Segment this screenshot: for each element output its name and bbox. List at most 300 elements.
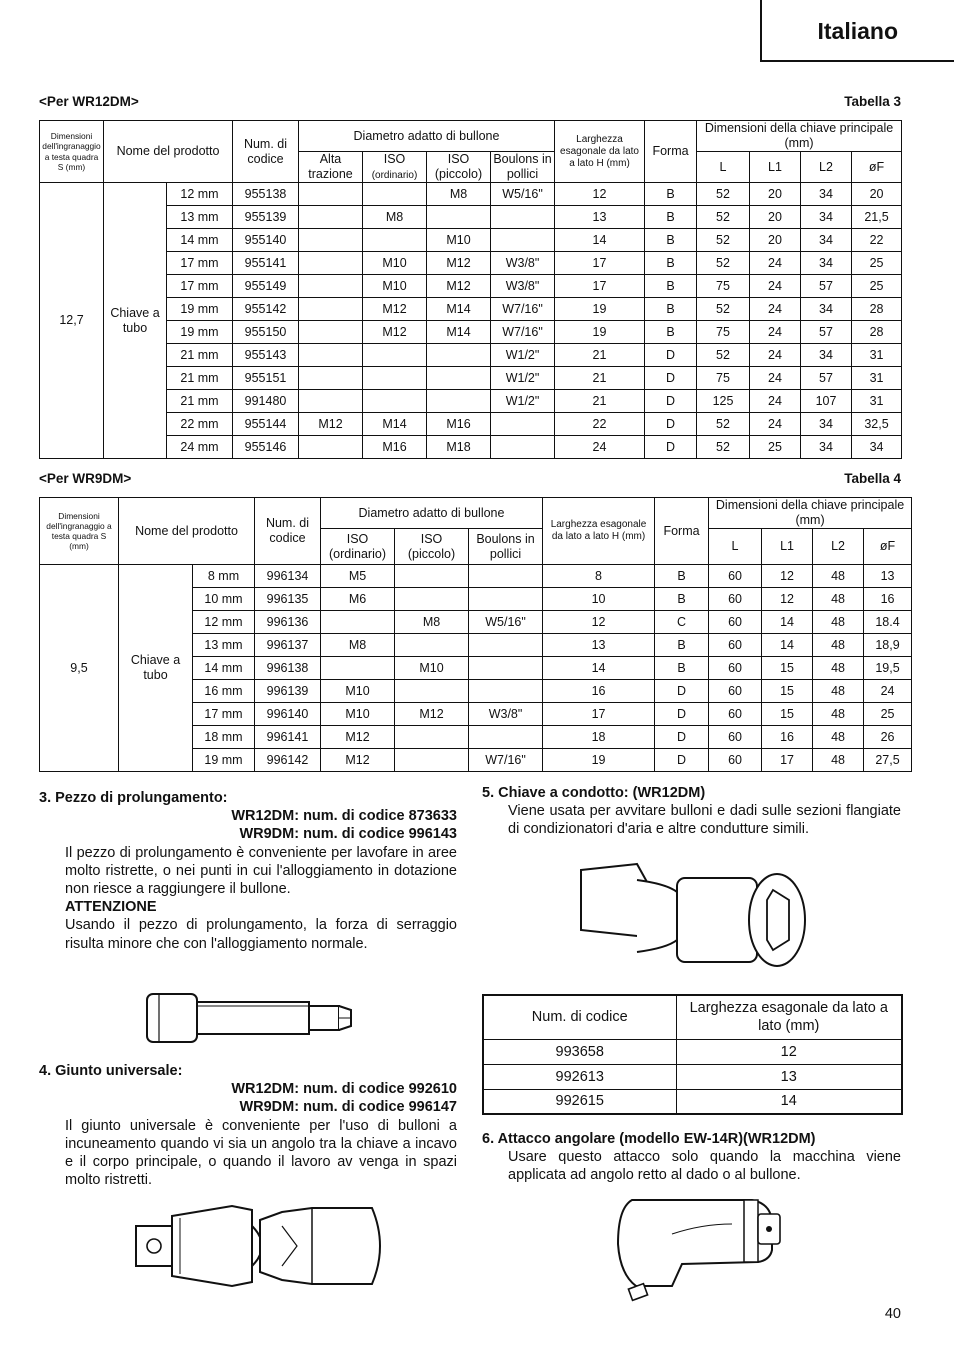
cell-iso-small: M12: [395, 703, 469, 726]
cell-L: 60: [709, 726, 762, 749]
cell-L: 52: [697, 298, 750, 321]
cell-hex-width: 19: [555, 321, 645, 344]
cell-hex-width: 21: [555, 390, 645, 413]
cell-size: 19 mm: [167, 298, 233, 321]
language-tab: [760, 0, 954, 62]
cell-L: 75: [697, 367, 750, 390]
cell-iso-small: M12: [427, 275, 491, 298]
cell-inch-bolt: W1/2": [491, 367, 555, 390]
cell-inch-bolt: W7/16": [469, 749, 543, 772]
cell-size: 12 mm: [193, 611, 255, 634]
cell-hex-width: 14: [543, 657, 655, 680]
cell-iso-small: [395, 634, 469, 657]
cell-iso-ordinary: M12: [321, 749, 395, 772]
cell-code: 955146: [233, 436, 299, 459]
cell-F: 13: [864, 565, 912, 588]
cell-L2: 48: [813, 588, 864, 611]
header-bolt-diameter: Diametro adatto di bullone: [321, 498, 543, 529]
cell-inch-bolt: [491, 229, 555, 252]
cell-inch-bolt: [469, 634, 543, 657]
cell-iso-ordinary: M10: [321, 703, 395, 726]
cell-L: 60: [709, 611, 762, 634]
section3-caution-label: ATTENZIONE: [65, 899, 157, 916]
cell-L2: 48: [813, 680, 864, 703]
table-row: [40, 436, 902, 459]
cell-iso-ordinary: M10: [321, 680, 395, 703]
cell-code: 996140: [255, 703, 321, 726]
cell-shape: B: [645, 183, 697, 206]
cell-L1: 17: [762, 749, 813, 772]
cell-F: 18,9: [864, 634, 912, 657]
cell-code: 955142: [233, 298, 299, 321]
cell-code: 955140: [233, 229, 299, 252]
cell-L2: 34: [801, 183, 852, 206]
section3-heading: 3. Pezzo di prolungamento:: [39, 790, 228, 806]
cell-F: 28: [852, 298, 902, 321]
cell-F: 32,5: [852, 413, 902, 436]
cell-hex-width: 16: [543, 680, 655, 703]
table-row: [40, 183, 902, 206]
header-product-name: Nome del prodotto: [119, 498, 255, 565]
cell-F: 28: [852, 321, 902, 344]
page-number: 40: [884, 1306, 901, 1322]
cell-size: 14 mm: [193, 657, 255, 680]
cell-size: 8 mm: [193, 565, 255, 588]
cell-hex-width: 17: [543, 703, 655, 726]
cell-L: 52: [697, 344, 750, 367]
cell-size: 21 mm: [167, 344, 233, 367]
header-square-drive: Dimensioni dell'ingranaggio a testa quadra S (mm): [40, 498, 119, 565]
cell-L2: 34: [801, 206, 852, 229]
header-hex-width: Larghezza esagonale da lato a lato H (mm): [543, 498, 655, 565]
cell-iso-small: [395, 565, 469, 588]
cell-iso-ordinary: M16: [363, 436, 427, 459]
section3-code2: WR9DM: num. di codice 996143: [239, 826, 457, 843]
cell-L: 52: [697, 206, 750, 229]
cell-L: 60: [709, 634, 762, 657]
cell-F: 26: [864, 726, 912, 749]
header-F: øF: [852, 152, 902, 183]
cell-shape: D: [655, 749, 709, 772]
cell-hex-width: 12: [555, 183, 645, 206]
cell-shape: B: [655, 588, 709, 611]
cell-shape: B: [645, 206, 697, 229]
cell-size: 18 mm: [193, 726, 255, 749]
cell-L2: 34: [801, 298, 852, 321]
cell-L: 60: [709, 588, 762, 611]
cell-iso-small: [427, 206, 491, 229]
section4-code1: WR12DM: num. di codice 992610: [231, 1081, 457, 1098]
cell-hex-width: 13: [543, 634, 655, 657]
cell-L2: 34: [801, 344, 852, 367]
header-L2: L2: [801, 152, 852, 183]
cell-hex-width: 19: [555, 298, 645, 321]
cell-iso-ordinary: M10: [363, 275, 427, 298]
cell-iso-ordinary: M12: [363, 298, 427, 321]
table-row: [40, 413, 902, 436]
cell-size: 22 mm: [167, 413, 233, 436]
cell-L2: 57: [801, 275, 852, 298]
cell-hex-width: 21: [555, 367, 645, 390]
cell-iso-ordinary: M12: [363, 321, 427, 344]
section4-heading: 4. Giunto universale:: [39, 1063, 183, 1079]
cell-inch-bolt: [469, 565, 543, 588]
cell-hex-width: 18: [543, 726, 655, 749]
cell-L: 52: [697, 252, 750, 275]
table-row: [40, 565, 912, 588]
cell-L1: 20: [750, 206, 801, 229]
cell-size: 24 mm: [167, 436, 233, 459]
section-duct-wrench: [482, 784, 901, 839]
table-row: [40, 390, 902, 413]
cell-iso-small: [427, 344, 491, 367]
cell-size: 13 mm: [167, 206, 233, 229]
cell-shape: D: [655, 680, 709, 703]
cell-iso-small: M14: [427, 321, 491, 344]
header-bolt-diameter: Diametro adatto di bullone: [299, 121, 555, 152]
cell-F: 31: [852, 344, 902, 367]
cell-inch-bolt: [491, 413, 555, 436]
cell-L: 52: [697, 413, 750, 436]
cell-L2: 107: [801, 390, 852, 413]
cell-high-tension: [299, 206, 363, 229]
cell-high-tension: M12: [299, 413, 363, 436]
cell-L2: 34: [801, 413, 852, 436]
cell-hex-width: 17: [555, 275, 645, 298]
cell-L: 52: [697, 436, 750, 459]
cell-inch-bolt: [469, 657, 543, 680]
table-row: [483, 1039, 902, 1064]
cell-code: 955151: [233, 367, 299, 390]
table-row: [483, 1089, 902, 1114]
cell-high-tension: [299, 344, 363, 367]
cell-L2: 48: [813, 726, 864, 749]
cell-L2: 57: [801, 321, 852, 344]
table-row: [40, 344, 902, 367]
section3-code1: WR12DM: num. di codice 873633: [231, 808, 457, 825]
cell-hex-width: 22: [555, 413, 645, 436]
cell-size: 10 mm: [193, 588, 255, 611]
table4: [39, 497, 912, 772]
cell-hex-width: 19: [543, 749, 655, 772]
cell-iso-ordinary: M12: [321, 726, 395, 749]
duct-wrench-table: [482, 994, 903, 1115]
cell-F: 25: [852, 275, 902, 298]
header-inch-bolts: Boulons in pollici: [491, 152, 555, 183]
header-dimensions: Dimensioni della chiave principale (mm): [697, 121, 902, 152]
header-shape: Forma: [645, 121, 697, 183]
cell-code: 996139: [255, 680, 321, 703]
section4-code2: WR9DM: num. di codice 996147: [239, 1099, 457, 1116]
cell-size: 13 mm: [193, 634, 255, 657]
cell-iso-ordinary: [363, 344, 427, 367]
cell-L1: 24: [750, 321, 801, 344]
cell-F: 16: [864, 588, 912, 611]
cell-F: 21,5: [852, 206, 902, 229]
cell-hex-width: 14: [676, 1089, 902, 1114]
cell-L2: 48: [813, 634, 864, 657]
cell-L2: 34: [801, 436, 852, 459]
cell-iso-small: [395, 749, 469, 772]
cell-code: 955143: [233, 344, 299, 367]
table-row: [40, 206, 902, 229]
cell-size: 12 mm: [167, 183, 233, 206]
table-row: [40, 321, 902, 344]
cell-hex-width: 21: [555, 344, 645, 367]
cell-iso-ordinary: M14: [363, 413, 427, 436]
cell-L: 52: [697, 183, 750, 206]
cell-shape: B: [655, 634, 709, 657]
cell-shape: D: [655, 703, 709, 726]
cell-L1: 12: [762, 588, 813, 611]
cell-inch-bolt: W1/2": [491, 344, 555, 367]
cell-L: 60: [709, 565, 762, 588]
cell-L1: 16: [762, 726, 813, 749]
section3-body: Il pezzo di prolungamento è conveniente per lavofare in aree molto ristrette, o nei punti in cui l'alloggiamento in dotazione non riesce a raggiungere il bullone.: [65, 844, 457, 898]
cell-L: 60: [709, 749, 762, 772]
section-angle-attachment: [482, 1130, 901, 1185]
cell-iso-small: M14: [427, 298, 491, 321]
cell-L1: 20: [750, 229, 801, 252]
cell-iso-ordinary: M8: [321, 634, 395, 657]
cell-size: 21 mm: [167, 390, 233, 413]
cell-inch-bolt: [469, 588, 543, 611]
cell-F: 25: [864, 703, 912, 726]
cell-inch-bolt: [491, 436, 555, 459]
cell-high-tension: [299, 298, 363, 321]
header-iso-small: ISO (piccolo): [427, 152, 491, 183]
cell-size: 17 mm: [167, 252, 233, 275]
cell-L: 60: [709, 703, 762, 726]
section6-body: Usare questo attacco solo quando la macchina viene applicata ad angolo retto al dado o al bullone.: [508, 1149, 901, 1184]
cell-inch-bolt: W7/16": [491, 298, 555, 321]
cell-code: 996134: [255, 565, 321, 588]
cell-F: 18.4: [864, 611, 912, 634]
cell-shape: B: [645, 229, 697, 252]
cell-code: 955150: [233, 321, 299, 344]
cell-L: 60: [709, 657, 762, 680]
cell-code: 996137: [255, 634, 321, 657]
cell-inch-bolt: W5/16": [491, 183, 555, 206]
cell-inch-bolt: W7/16": [491, 321, 555, 344]
cell-L: 75: [697, 275, 750, 298]
cell-hex-width: 8: [543, 565, 655, 588]
section5-body: Viene usata per avvitare bulloni e dadi sulle sezioni flangiate di condizionatori d'aria e altre condutture simili.: [508, 803, 901, 838]
header-shape: Forma: [655, 498, 709, 565]
angle-attachment-illustration: [612, 1194, 792, 1304]
cell-inch-bolt: [491, 206, 555, 229]
cell-L2: 48: [813, 565, 864, 588]
cell-code: 996142: [255, 749, 321, 772]
cell-inch-bolt: [469, 726, 543, 749]
cell-iso-ordinary: M10: [363, 252, 427, 275]
cell-F: 24: [864, 680, 912, 703]
cell-L2: 48: [813, 611, 864, 634]
cell-iso-small: [395, 726, 469, 749]
cell-shape: D: [655, 726, 709, 749]
header-high-tension: Alta trazione: [299, 152, 363, 183]
table3-model: <Per WR12DM>: [39, 94, 139, 109]
cell-inch-bolt: W3/8": [491, 275, 555, 298]
cell-L1: 24: [750, 413, 801, 436]
cell-shape: B: [655, 657, 709, 680]
cell-code: 992615: [483, 1089, 676, 1114]
header-L: L: [709, 529, 762, 565]
cell-high-tension: [299, 321, 363, 344]
header-code: Num. di codice: [255, 498, 321, 565]
duct-wrench-illustration: [577, 860, 812, 970]
cell-high-tension: [299, 229, 363, 252]
cell-inch-bolt: W3/8": [491, 252, 555, 275]
cell-L: 75: [697, 321, 750, 344]
cell-L1: 14: [762, 634, 813, 657]
cell-L1: 15: [762, 657, 813, 680]
cell-shape: B: [645, 298, 697, 321]
table-row: [40, 298, 902, 321]
cell-size: 19 mm: [167, 321, 233, 344]
cell-iso-ordinary: [363, 390, 427, 413]
cell-high-tension: [299, 275, 363, 298]
cell-L1: 12: [762, 565, 813, 588]
cell-code: 955141: [233, 252, 299, 275]
table-row: [40, 229, 902, 252]
cell-high-tension: [299, 183, 363, 206]
cell-code: 955138: [233, 183, 299, 206]
cell-size: 17 mm: [193, 703, 255, 726]
cell-L2: 48: [813, 703, 864, 726]
cell-L2: 34: [801, 252, 852, 275]
cell-hex-width: 12: [676, 1039, 902, 1064]
cell-code: 996136: [255, 611, 321, 634]
table-row: [40, 275, 902, 298]
table3: [39, 120, 902, 459]
cell-iso-ordinary: [363, 367, 427, 390]
cell-shape: B: [645, 321, 697, 344]
cell-L1: 24: [750, 390, 801, 413]
cell-L1: 15: [762, 703, 813, 726]
section5-heading: 5. Chiave a condotto: (WR12DM): [482, 785, 706, 801]
cell-L: 60: [709, 680, 762, 703]
cell-code: 955144: [233, 413, 299, 436]
cell-L1: 24: [750, 275, 801, 298]
cell-inch-bolt: W5/16": [469, 611, 543, 634]
product-name: Chiave a tubo: [104, 183, 167, 459]
cell-L1: 25: [750, 436, 801, 459]
cell-iso-small: [427, 367, 491, 390]
cell-L2: 48: [813, 657, 864, 680]
section3-caution: Usando il pezzo di prolungamento, la forza di serraggio risulta minore che con l'alloggiamento normale.: [65, 917, 457, 952]
cell-iso-small: M12: [427, 252, 491, 275]
cell-F: 31: [852, 367, 902, 390]
header-L1: L1: [762, 529, 813, 565]
cell-L: 52: [697, 229, 750, 252]
header-F: øF: [864, 529, 912, 565]
cell-L1: 24: [750, 344, 801, 367]
cell-iso-small: M8: [427, 183, 491, 206]
cell-size: 17 mm: [167, 275, 233, 298]
cell-iso-small: M10: [395, 657, 469, 680]
cell-F: 22: [852, 229, 902, 252]
square-drive-value: 9,5: [40, 565, 119, 772]
cell-L: 125: [697, 390, 750, 413]
square-drive-value: 12,7: [40, 183, 104, 459]
cell-F: 20: [852, 183, 902, 206]
cell-L2: 48: [813, 749, 864, 772]
cell-code: 955139: [233, 206, 299, 229]
extension-bar-illustration: [145, 992, 355, 1044]
duct-header-code: Num. di codice: [483, 995, 676, 1039]
cell-L1: 14: [762, 611, 813, 634]
cell-F: 34: [852, 436, 902, 459]
table4-title: Tabella 4: [844, 471, 901, 486]
header-hex-width: Larghezza esagonale da lato a lato H (mm): [555, 121, 645, 183]
section-extension: [39, 789, 457, 953]
cell-F: 31: [852, 390, 902, 413]
duct-header-width: Larghezza esagonale da lato a lato (mm): [676, 995, 902, 1039]
header-L1: L1: [750, 152, 801, 183]
cell-iso-ordinary: [321, 611, 395, 634]
table-row: [40, 252, 902, 275]
cell-size: 14 mm: [167, 229, 233, 252]
cell-iso-ordinary: M5: [321, 565, 395, 588]
header-L2: L2: [813, 529, 864, 565]
cell-shape: C: [655, 611, 709, 634]
cell-iso-ordinary: [363, 229, 427, 252]
header-iso-small: ISO (piccolo): [395, 529, 469, 565]
table-row: [40, 367, 902, 390]
cell-high-tension: [299, 252, 363, 275]
cell-shape: D: [645, 390, 697, 413]
cell-iso-small: [427, 390, 491, 413]
section4-body: Il giunto universale è conveniente per l'uso di bulloni a incuneamento quando vi sia un angolo tra la chiave a incavo e il corpo principale, o quando il lavoro av venga in spazi molto ristretti.: [65, 1117, 457, 1189]
cell-F: 19,5: [864, 657, 912, 680]
cell-hex-width: 13: [676, 1064, 902, 1089]
table-row: [483, 1064, 902, 1089]
cell-inch-bolt: W1/2": [491, 390, 555, 413]
cell-F: 25: [852, 252, 902, 275]
cell-iso-small: [395, 680, 469, 703]
cell-size: 21 mm: [167, 367, 233, 390]
cell-hex-width: 17: [555, 252, 645, 275]
cell-hex-width: 14: [555, 229, 645, 252]
cell-iso-ordinary: M6: [321, 588, 395, 611]
table3-title: Tabella 3: [844, 94, 901, 109]
header-dimensions: Dimensioni della chiave principale (mm): [709, 498, 912, 529]
cell-code: 955149: [233, 275, 299, 298]
cell-iso-small: M16: [427, 413, 491, 436]
cell-shape: B: [645, 252, 697, 275]
cell-shape: D: [645, 344, 697, 367]
cell-code: 993658: [483, 1039, 676, 1064]
cell-L2: 57: [801, 367, 852, 390]
cell-iso-small: M8: [395, 611, 469, 634]
cell-hex-width: 24: [555, 436, 645, 459]
cell-L1: 24: [750, 252, 801, 275]
cell-inch-bolt: W3/8": [469, 703, 543, 726]
cell-shape: B: [655, 565, 709, 588]
cell-iso-small: M18: [427, 436, 491, 459]
cell-hex-width: 13: [555, 206, 645, 229]
header-product-name: Nome del prodotto: [104, 121, 233, 183]
cell-shape: D: [645, 367, 697, 390]
cell-shape: B: [645, 275, 697, 298]
header-inch-bolts: Boulons in pollici: [469, 529, 543, 565]
header-code: Num. di codice: [233, 121, 299, 183]
cell-iso-small: M10: [427, 229, 491, 252]
product-name: Chiave a tubo: [119, 565, 193, 772]
cell-code: 991480: [233, 390, 299, 413]
cell-high-tension: [299, 367, 363, 390]
